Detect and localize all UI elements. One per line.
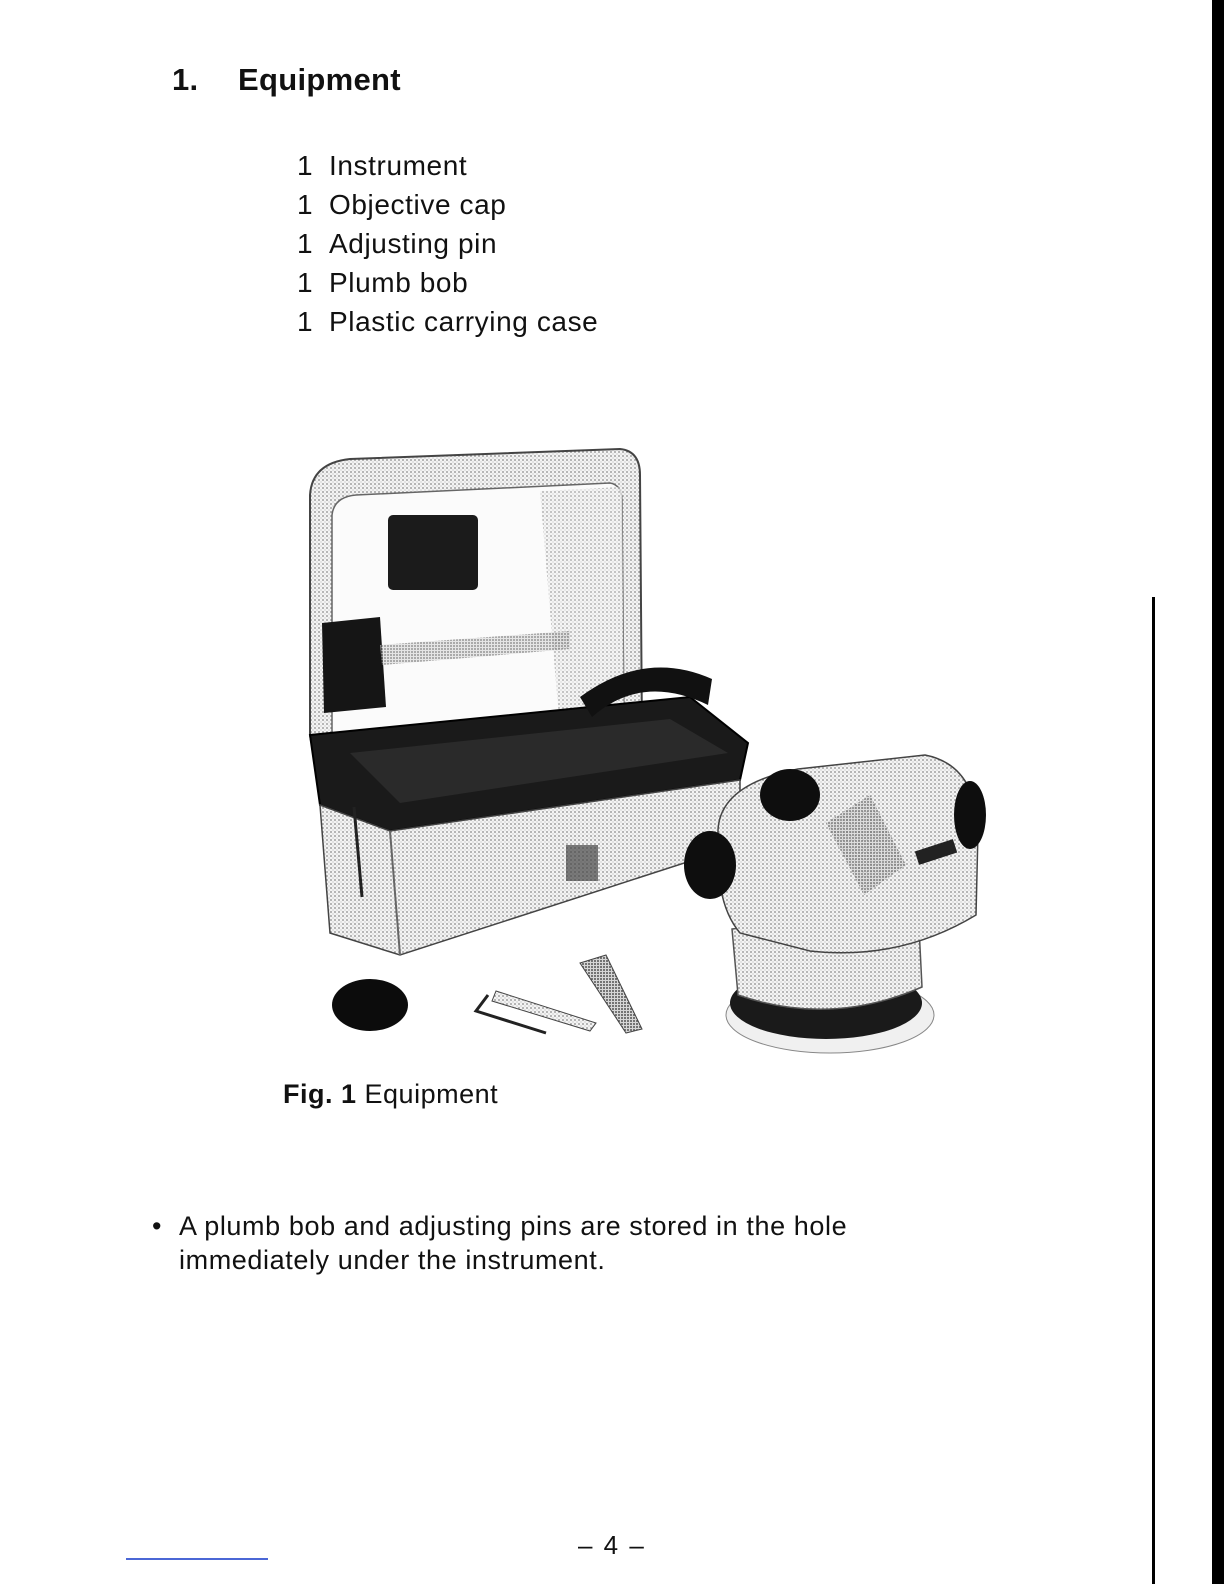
list-item [297,263,598,302]
objective-cap-illustration [332,979,408,1031]
item-quantity: 1 [297,267,314,298]
item-name: Adjusting pin [329,228,498,259]
item-quantity: 1 [297,228,314,259]
list-item [297,224,598,263]
item-name: Plumb bob [329,267,469,298]
item-name: Instrument [329,150,468,181]
equipment-photo [270,435,990,1065]
bottom-link-underline [126,1558,268,1560]
section-heading [172,62,401,98]
figure-caption-text: Equipment [364,1079,499,1109]
item-quantity: 1 [297,150,314,181]
list-item [297,185,598,224]
storage-note-text: A plumb bob and adjusting pins are stored in the hole immediately under the instrument. [179,1211,848,1275]
plumb-bob-illustration [492,991,596,1031]
carrying-case-illustration [310,449,748,955]
equipment-list [297,146,598,341]
right-margin-rule [1152,597,1155,1584]
page-number: – 4 – [578,1530,646,1560]
list-item [297,146,598,185]
item-name: Plastic carrying case [329,306,599,337]
figure-label: Fig. 1 [283,1079,357,1109]
storage-note [152,1209,882,1277]
item-name: Objective cap [329,189,507,220]
item-quantity: 1 [297,189,314,220]
list-item [297,302,598,341]
section-number: 1. [172,62,199,97]
item-quantity: 1 [297,306,314,337]
section-title: Equipment [238,62,401,97]
right-page-border [1212,0,1224,1584]
bullet-icon: • [152,1211,163,1241]
figure-caption [283,1079,498,1110]
